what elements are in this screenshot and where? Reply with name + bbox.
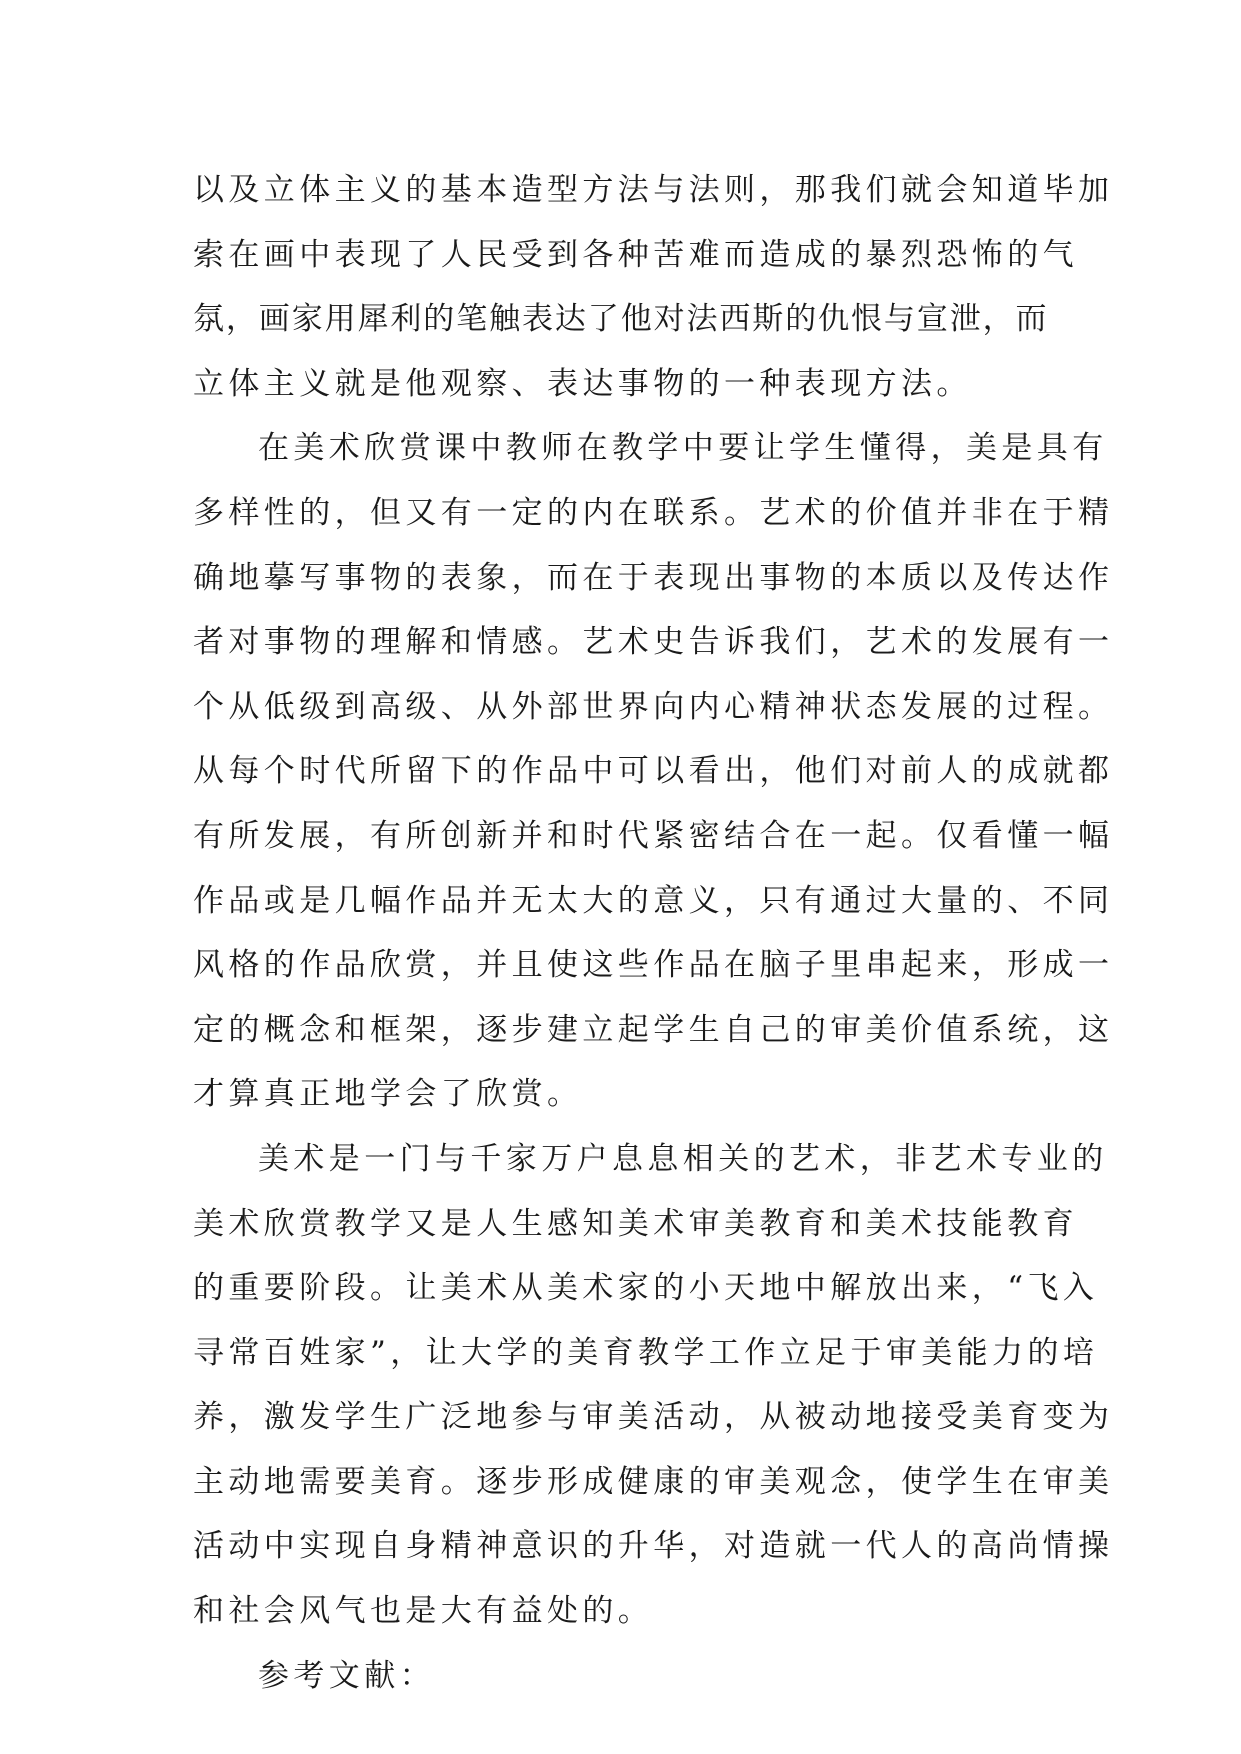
text-line: 养，激发学生广泛地参与审美活动，从被动地接受美育变为 <box>193 1399 1114 1436</box>
text-line: 活动中实现自身精神意识的升华，对造就一代人的高尚情操 <box>193 1528 1114 1565</box>
text-line: 立体主义就是他观察、表达事物的一种表现方法。 <box>193 365 972 402</box>
text-line: 寻常百姓家”，让大学的美育教学工作立足于审美能力的培 <box>193 1334 1099 1371</box>
text-line: 才算真正地学会了欣赏。 <box>193 1076 583 1113</box>
text-line: 定的概念和框架，逐步建立起学生自己的审美价值系统，这 <box>193 1011 1114 1048</box>
text-line: 作品或是几幅作品并无太大的意义，只有通过大量的、不同 <box>193 882 1114 919</box>
text-line: 个从低级到高级、从外部世界向内心精神状态发展的过程。 <box>193 688 1114 725</box>
text-line: 者对事物的理解和情感。艺术史告诉我们，艺术的发展有一 <box>193 624 1114 661</box>
paragraph-first-line: 美术是一门与千家万户息息相关的艺术，非艺术专业的 <box>258 1140 1108 1177</box>
body-text <box>193 158 1114 1708</box>
text-line: 主动地需要美育。逐步形成健康的审美观念，使学生在审美 <box>193 1463 1114 1500</box>
text-line: 有所发展，有所创新并和时代紧密结合在一起。仅看懂一幅 <box>193 817 1114 854</box>
text-line: 从每个时代所留下的作品中可以看出，他们对前人的成就都 <box>193 753 1114 790</box>
text-line: 以及立体主义的基本造型方法与法则，那我们就会知道毕加 <box>193 172 1114 208</box>
paragraph-first-line: 在美术欣赏课中教师在教学中要让学生懂得，美是具有 <box>258 430 1108 467</box>
text-line: 氛，画家用犀利的笔触表达了他对法西斯的仇恨与宣泄，而 <box>193 301 1049 338</box>
text-line: 索在画中表现了人民受到各种苦难而造成的暴烈恐怖的气 <box>193 236 1078 273</box>
text-line: 风格的作品欣赏，并且使这些作品在脑子里串起来，形成一 <box>193 947 1114 984</box>
text-line: 美术欣赏教学又是人生感知美术审美教育和美术技能教育 <box>193 1205 1078 1242</box>
references-heading: 参考文献： <box>258 1657 435 1694</box>
text-line: 多样性的，但又有一定的内在联系。艺术的价值并非在于精 <box>193 494 1114 531</box>
text-line: 和社会风气也是大有益处的。 <box>193 1593 654 1630</box>
text-line: 确地摹写事物的表象，而在于表现出事物的本质以及传达作 <box>193 559 1114 596</box>
text-line: 的重要阶段。让美术从美术家的小天地中解放出来，“飞入 <box>193 1270 1099 1307</box>
